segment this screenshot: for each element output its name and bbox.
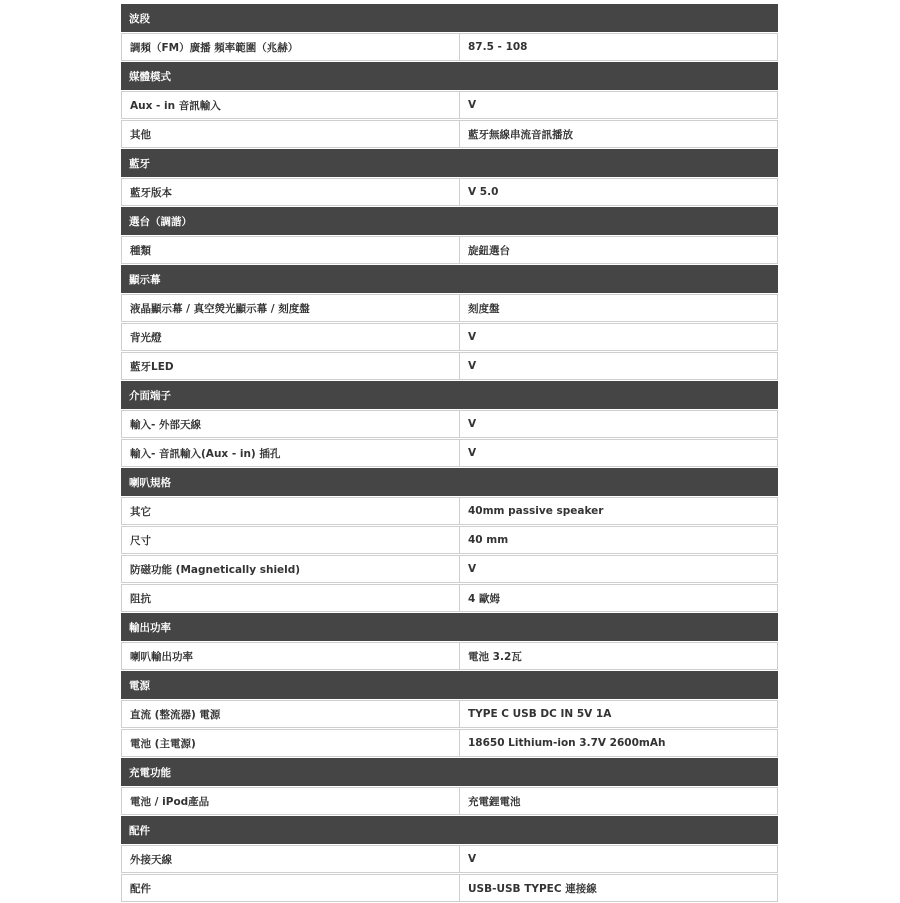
table-row: [121, 352, 778, 380]
spec-label: 液晶顯示幕 / 真空熒光顯示幕 / 刻度盤: [122, 295, 460, 321]
spec-value: 旋鈕選台: [468, 244, 510, 257]
spec-value: V: [468, 331, 477, 343]
spec-value: 藍牙無線串流音訊播放: [468, 128, 573, 141]
section-header-interface: 介面端子: [121, 381, 778, 409]
spec-value: 18650 Lithium-ion 3.7V 2600mAh: [468, 737, 666, 749]
table-row: [121, 178, 778, 206]
section-header-band: 波段: [121, 4, 778, 32]
table-row: [121, 729, 778, 757]
spec-label: 外接天線: [122, 846, 460, 872]
section-header-media-mode: 媒體模式: [121, 62, 778, 90]
section-header-tuning: 選台（調諧）: [121, 207, 778, 235]
spec-value: V: [468, 853, 477, 865]
table-row: [121, 584, 778, 612]
spec-value: 充電鋰電池: [468, 795, 521, 808]
section-header-speaker: 喇叭規格: [121, 468, 778, 496]
spec-value: V: [468, 99, 477, 111]
spec-value: V: [468, 418, 477, 430]
spec-value: 4 歐姆: [468, 592, 500, 605]
spec-value: 87.5 - 108: [468, 41, 528, 53]
spec-label: 其他: [122, 121, 460, 147]
spec-label: 電池 / iPod產品: [122, 788, 460, 814]
table-row: [121, 91, 778, 119]
spec-value: V: [468, 447, 477, 459]
spec-value: V: [468, 563, 477, 575]
spec-label: 喇叭輸出功率: [122, 643, 460, 669]
spec-label: 種類: [122, 237, 460, 263]
spec-table: [121, 4, 778, 903]
table-row: [121, 845, 778, 873]
table-row: [121, 410, 778, 438]
table-row: [121, 120, 778, 148]
section-header-power: 電源: [121, 671, 778, 699]
table-row: [121, 236, 778, 264]
table-row: [121, 787, 778, 815]
table-row: [121, 874, 778, 902]
spec-value: V: [468, 360, 477, 372]
spec-label: 藍牙版本: [122, 179, 460, 205]
table-row: [121, 33, 778, 61]
spec-label: 藍牙LED: [122, 353, 460, 379]
spec-label: 輸入- 音訊輸入(Aux - in) 插孔: [122, 440, 460, 466]
spec-label: 防磁功能 (Magnetically shield): [122, 556, 460, 582]
spec-label: 調頻（FM）廣播 頻率範圍（兆赫）: [122, 34, 460, 60]
spec-label: 配件: [122, 875, 460, 901]
spec-value: USB-USB TYPEC 連接線: [468, 882, 597, 895]
spec-label: 其它: [122, 498, 460, 524]
spec-value: V 5.0: [468, 186, 499, 198]
table-row: [121, 294, 778, 322]
spec-value: 40 mm: [468, 534, 509, 546]
table-row: [121, 323, 778, 351]
section-header-display: 顯示幕: [121, 265, 778, 293]
table-row: [121, 526, 778, 554]
spec-value: 40mm passive speaker: [468, 505, 604, 517]
spec-label: 尺寸: [122, 527, 460, 553]
spec-value: TYPE C USB DC IN 5V 1A: [468, 708, 612, 720]
table-row: [121, 439, 778, 467]
section-header-accessories: 配件: [121, 816, 778, 844]
spec-label: 輸入- 外部天線: [122, 411, 460, 437]
spec-label: Aux - in 音訊輸入: [122, 92, 460, 118]
spec-value: 刻度盤: [468, 302, 500, 315]
table-row: [121, 700, 778, 728]
table-row: [121, 497, 778, 525]
spec-value: 電池 3.2瓦: [468, 650, 522, 663]
section-header-output-power: 輸出功率: [121, 613, 778, 641]
spec-label: 電池 (主電源): [122, 730, 460, 756]
section-header-bluetooth: 藍牙: [121, 149, 778, 177]
section-header-charging: 充電功能: [121, 758, 778, 786]
table-row: [121, 642, 778, 670]
spec-label: 阻抗: [122, 585, 460, 611]
spec-label: 直流 (整流器) 電源: [122, 701, 460, 727]
spec-label: 背光燈: [122, 324, 460, 350]
table-row: [121, 555, 778, 583]
